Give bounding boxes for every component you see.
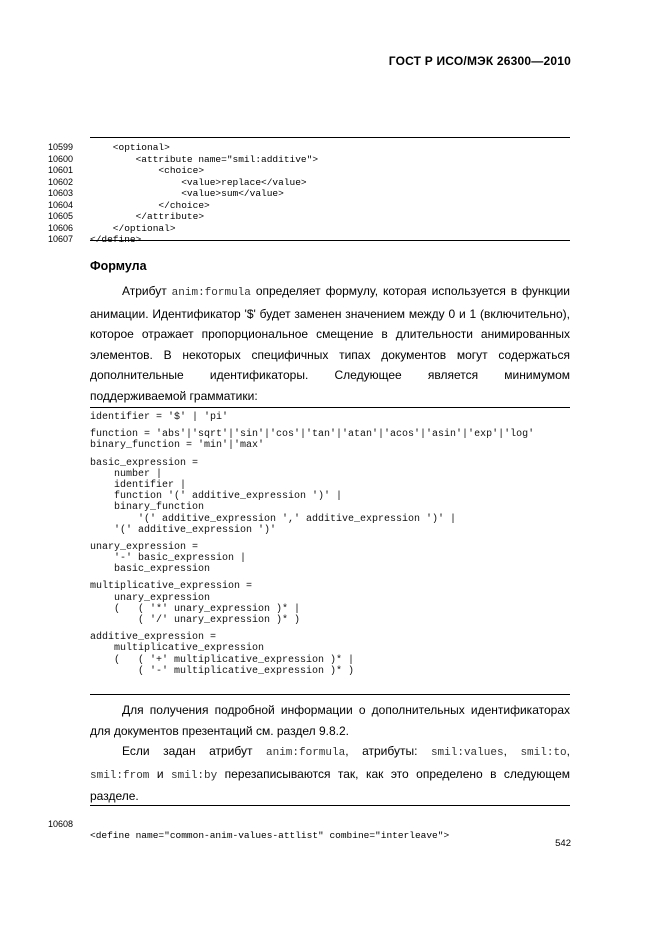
line-number: 10608 — [48, 818, 74, 829]
grammar-top-rule — [90, 407, 570, 408]
text: Атрибут — [122, 284, 172, 298]
line-number: 10600 — [48, 153, 74, 164]
line-number: 10607 — [48, 234, 74, 244]
grammar-line: ( ( '+' multiplicative_expression )* | — [90, 654, 355, 666]
grammar-line: ( '/' unary_expression )* ) — [90, 615, 301, 626]
grammar-line: '-' basic_expression | — [90, 553, 247, 565]
document-header: ГОСТ Р ИСО/МЭК 26300—2010 — [388, 54, 571, 68]
line-number: 10604 — [48, 199, 74, 210]
text: , атрибуты: — [345, 744, 431, 758]
grammar-line: basic_expression = — [90, 457, 199, 469]
grammar-line: function '(' additive_expression ')' | — [90, 491, 343, 503]
grammar-line: '(' additive_expression ',' additive_expression ')' | — [90, 513, 457, 525]
code-line — [48, 177, 570, 189]
grammar-line: ( '-' multiplicative_expression )* ) — [90, 665, 355, 677]
code-text: <define name="common-anim-values-attlist" combine="interleave"> — [90, 830, 450, 841]
code-bottom-rule — [90, 240, 570, 241]
code-inline: smil:values — [430, 747, 504, 759]
grammar-line: additive_expression = — [90, 632, 217, 644]
grammar-block — [90, 412, 570, 677]
code-line — [48, 223, 570, 235]
code-inline: anim:formula — [266, 747, 346, 759]
text: определяет формулу, которая используется в функции анимации. Идентификатор '$' будет заменен значением между 0 и 1 (включительно), которое отражает пропорциональное смещение в длительности анимированных элементов. В некоторых специфичных типах документов могут содержаться дополнительные идентификаторы. Следующее является минимумом поддерживаемой грамматики: — [90, 284, 570, 403]
grammar-line: binary_function — [90, 502, 205, 514]
code-text: <value>replace</value> — [90, 176, 307, 188]
code-text: </choice> — [90, 199, 210, 211]
text: Для получения подробной информации о дополнительных идентификаторах для документов презентаций см. раздел 9.8.2. — [90, 703, 570, 738]
grammar-line: number | — [90, 468, 163, 480]
line-number: 10601 — [48, 165, 74, 175]
code-text: <attribute name="smil:additive"> — [90, 153, 319, 165]
text: и — [149, 766, 172, 781]
text: , — [566, 744, 570, 758]
grammar-line: unary_expression = — [90, 541, 199, 553]
code-line — [48, 807, 570, 841]
code-tail-top-rule — [90, 805, 570, 806]
grammar-line: identifier | — [90, 479, 187, 491]
code-tail — [48, 807, 570, 841]
code-text: </optional> — [90, 222, 176, 234]
code-line — [48, 200, 570, 212]
code-block — [48, 142, 570, 246]
code-line — [48, 211, 570, 223]
grammar-line: multiplicative_expression = — [90, 581, 253, 593]
section-heading: Формула — [90, 259, 147, 273]
grammar-line: multiplicative_expression — [90, 643, 265, 655]
line-number: 10602 — [48, 176, 74, 187]
paragraph-formula-intro — [90, 281, 570, 406]
line-number: 10605 — [48, 211, 74, 221]
text: перезаписываются так, как это определено в следующем разделе. — [90, 766, 570, 803]
grammar-line: function = 'abs'|'sqrt'|'sin'|'cos'|'tan'|'atan'|'acos'|'asin'|'exp'|'log' — [90, 429, 535, 441]
paragraph-override — [90, 741, 570, 807]
text: , — [503, 744, 521, 758]
grammar-line: unary_expression — [90, 592, 211, 604]
code-line — [48, 165, 570, 177]
code-line — [48, 142, 570, 154]
code-inline: smil:by — [171, 769, 218, 782]
text: Если задан атрибут — [122, 744, 266, 758]
code-text: </define> — [90, 234, 142, 245]
line-number: 10599 — [48, 142, 74, 152]
page-number: 542 — [555, 838, 571, 849]
grammar-line: basic_expression — [90, 564, 211, 576]
grammar-bottom-rule — [90, 694, 570, 695]
paragraph-presentation-ref — [90, 700, 570, 741]
code-line — [48, 154, 570, 166]
code-inline: smil:from — [90, 769, 150, 782]
line-number: 10606 — [48, 222, 74, 233]
code-text: <choice> — [90, 165, 205, 176]
grammar-line: '(' additive_expression ')' — [90, 524, 277, 536]
code-inline: smil:to — [520, 747, 567, 759]
grammar-line: ( ( '*' unary_expression )* | — [90, 603, 301, 615]
code-text: <value>sum</value> — [90, 188, 284, 199]
code-inline: anim:formula — [171, 287, 251, 299]
grammar-line: identifier = '$' | 'pi' — [90, 412, 229, 423]
code-line — [48, 188, 570, 200]
code-text: </attribute> — [90, 211, 205, 222]
code-text: <optional> — [90, 142, 170, 153]
line-number: 10603 — [48, 188, 74, 198]
code-top-rule — [90, 137, 570, 138]
grammar-line: binary_function = 'min'|'max' — [90, 440, 265, 452]
